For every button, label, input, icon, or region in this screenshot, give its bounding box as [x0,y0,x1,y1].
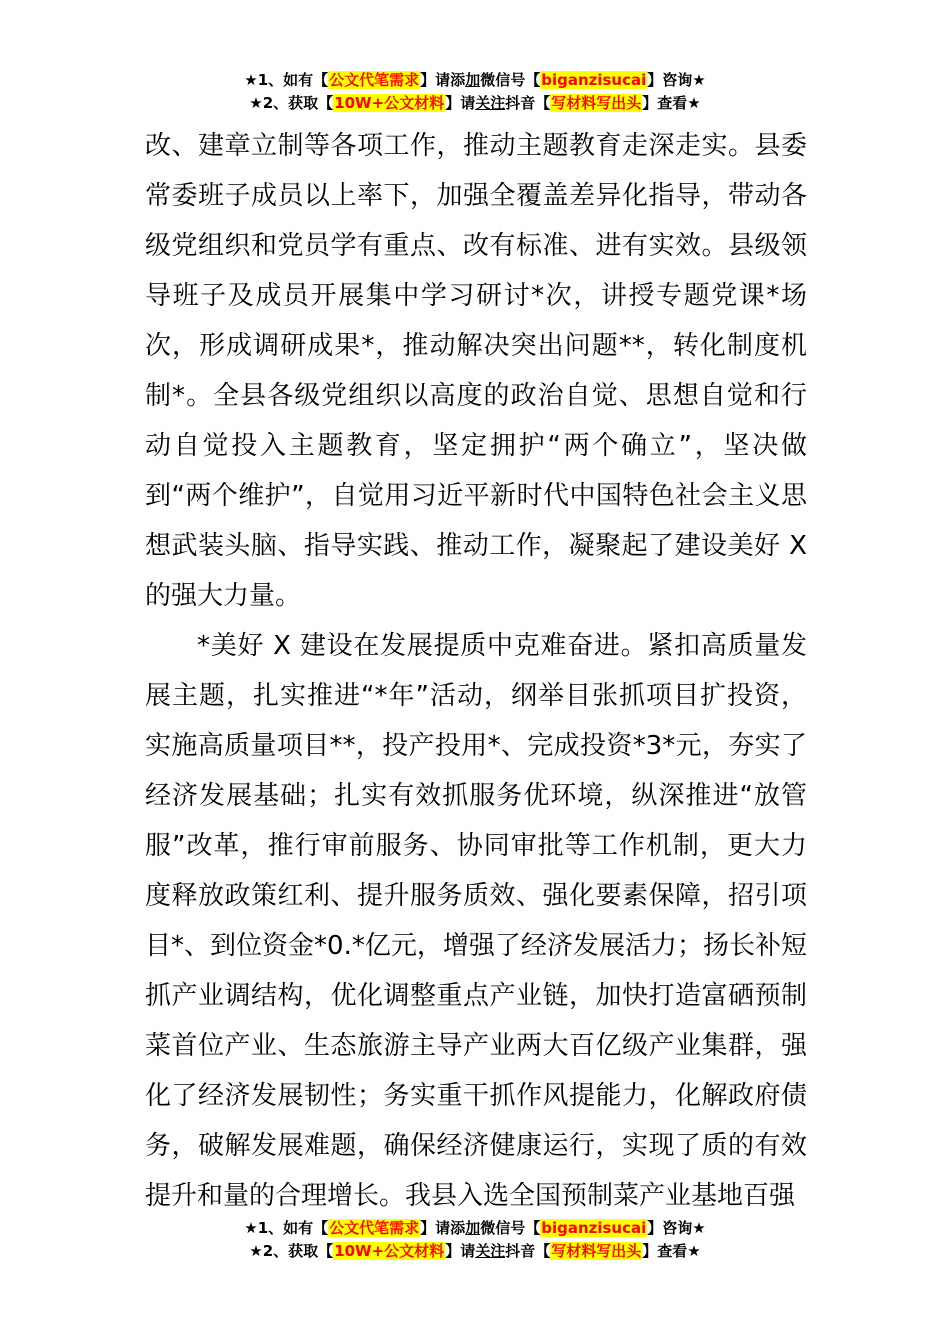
highlight-wechat-id: biganzisucai [541,1219,647,1237]
paragraph-2: *美好 X 建设在发展提质中克难奋进。紧扣高质量发展主题，扎实推进“*年”活动，纲举目张抓项目扩投资，实施高质量项目**，投产投用*、完成投资*3*元，夯实了经济发展基础；扎实有效抓服务优环境，纵深推进“放管服”改革，推行审前服务、协同审批等工作机制，更大力度释放政策红利、提升服务质效、强化要素保障，招引项目*、到位资金*0.*亿元，增强了经济发展活力；扬长补短抓产业调结构，优化调整重点产业链，加快打造富硒预制菜首位产业、生态旅游主导产业两大百亿级产业集群，强化了经济发展韧性；务实重干抓作风提能力，化解政府债务，破解发展难题，确保经济健康运行，实现了质的有效提升和量的合理增长。我县入选全国预制菜产业基地百强 [145,631,807,1211]
highlight-wechat-id: biganzisucai [541,71,647,89]
header-banner [0,69,950,115]
footer-banner [0,1217,950,1263]
highlight-douyin: 写材料写出头 [551,1242,642,1260]
document-body [145,121,807,1221]
highlight-materials: 10W+公文材料 [334,1242,445,1260]
banner-line-2: ★2、获取【10W+公文材料】请关注抖音【写材料写出头】查看★ [249,94,701,112]
banner-line-2: ★2、获取【10W+公文材料】请关注抖音【写材料写出头】查看★ [249,1242,701,1260]
highlight-materials: 10W+公文材料 [334,94,445,112]
highlight-service: 公文代笔需求 [329,1219,420,1237]
highlight-douyin: 写材料写出头 [551,94,642,112]
banner-line-1: ★1、如有【公文代笔需求】请添加微信号【biganzisucai】咨询★ [244,71,706,89]
banner-line-1: ★1、如有【公文代笔需求】请添加微信号【biganzisucai】咨询★ [244,1219,706,1237]
paragraph-1: 改、建章立制等各项工作，推动主题教育走深走实。县委常委班子成员以上率下，加强全覆盖差异化指导，带动各级党组织和党员学有重点、改有标准、进有实效。县级领导班子及成员开展集中学习研讨*次，讲授专题党课*场次，形成调研成果*，推动解决突出问题**，转化制度机制*。全县各级党组织以高度的政治自觉、思想自觉和行动自觉投入主题教育，坚定拥护“两个确立”，坚决做到“两个维护”，自觉用习近平新时代中国特色社会主义思想武装头脑、指导实践、推动工作，凝聚起了建设美好 X 的强大力量。 [145,131,807,611]
highlight-service: 公文代笔需求 [329,71,420,89]
